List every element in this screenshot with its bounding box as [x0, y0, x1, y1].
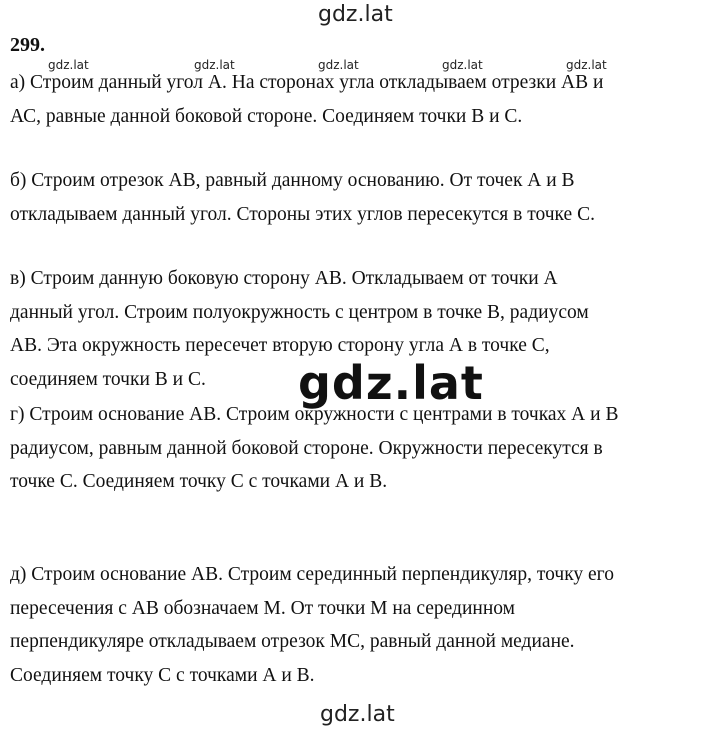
paragraph-line: соединяем точки В и С.: [10, 368, 206, 390]
watermark-small: gdz.lat: [48, 58, 89, 72]
paragraph-line: точке С. Соединяем точку С с точками А и В.: [10, 471, 388, 493]
watermark-center: gdz.lat: [298, 356, 484, 410]
solution-paragraph-b: [10, 164, 710, 231]
watermark-small: gdz.lat: [442, 58, 483, 72]
watermark-small: gdz.lat: [566, 58, 607, 72]
paragraph-line: данный угол. Строим полуокружность с центром в точке В, радиусом: [10, 301, 589, 323]
paragraph-line: АС, равные данной боковой стороне. Соединяем точки В и С.: [10, 105, 523, 127]
paragraph-line: Соединяем точку С с точками А и В.: [10, 664, 315, 686]
paragraph-line: радиусом, равным данной боковой стороне. Окружности пересекутся в: [10, 437, 603, 459]
solution-paragraph-a: [10, 66, 710, 133]
watermark-small: gdz.lat: [318, 58, 359, 72]
paragraph-line: перпендикуляре откладываем отрезок МС, равный данной медиане.: [10, 631, 575, 653]
solution-paragraph-g: [10, 398, 710, 499]
paragraph-line: АВ. Эта окружность пересечет вторую сторону угла А в точке С,: [10, 335, 550, 357]
watermark-bottom: gdz.lat: [320, 702, 395, 727]
paragraph-line: г) Строим основание АВ. Строим окружности с центрами в точках А и В: [10, 404, 619, 425]
paragraph-line: пересечения с АВ обозначаем М. От точки М на серединном: [10, 597, 515, 619]
paragraph-line: откладываем данный угол. Стороны этих углов пересекутся в точке С.: [10, 203, 595, 225]
paragraph-line: б) Строим отрезок АВ, равный данному основанию. От точек А и В: [10, 170, 575, 191]
paragraph-line: д) Строим основание АВ. Строим серединный перпендикуляр, точку его: [10, 564, 614, 585]
paragraph-line: а) Строим данный угол А. На сторонах угла откладываем отрезки АВ и: [10, 72, 604, 93]
solution-paragraph-d: [10, 558, 710, 692]
paragraph-line: в) Строим данную боковую сторону АВ. Откладываем от точки А: [10, 268, 558, 289]
watermark-top: gdz.lat: [318, 2, 393, 27]
problem-number: 299.: [10, 34, 45, 56]
watermark-small: gdz.lat: [194, 58, 235, 72]
